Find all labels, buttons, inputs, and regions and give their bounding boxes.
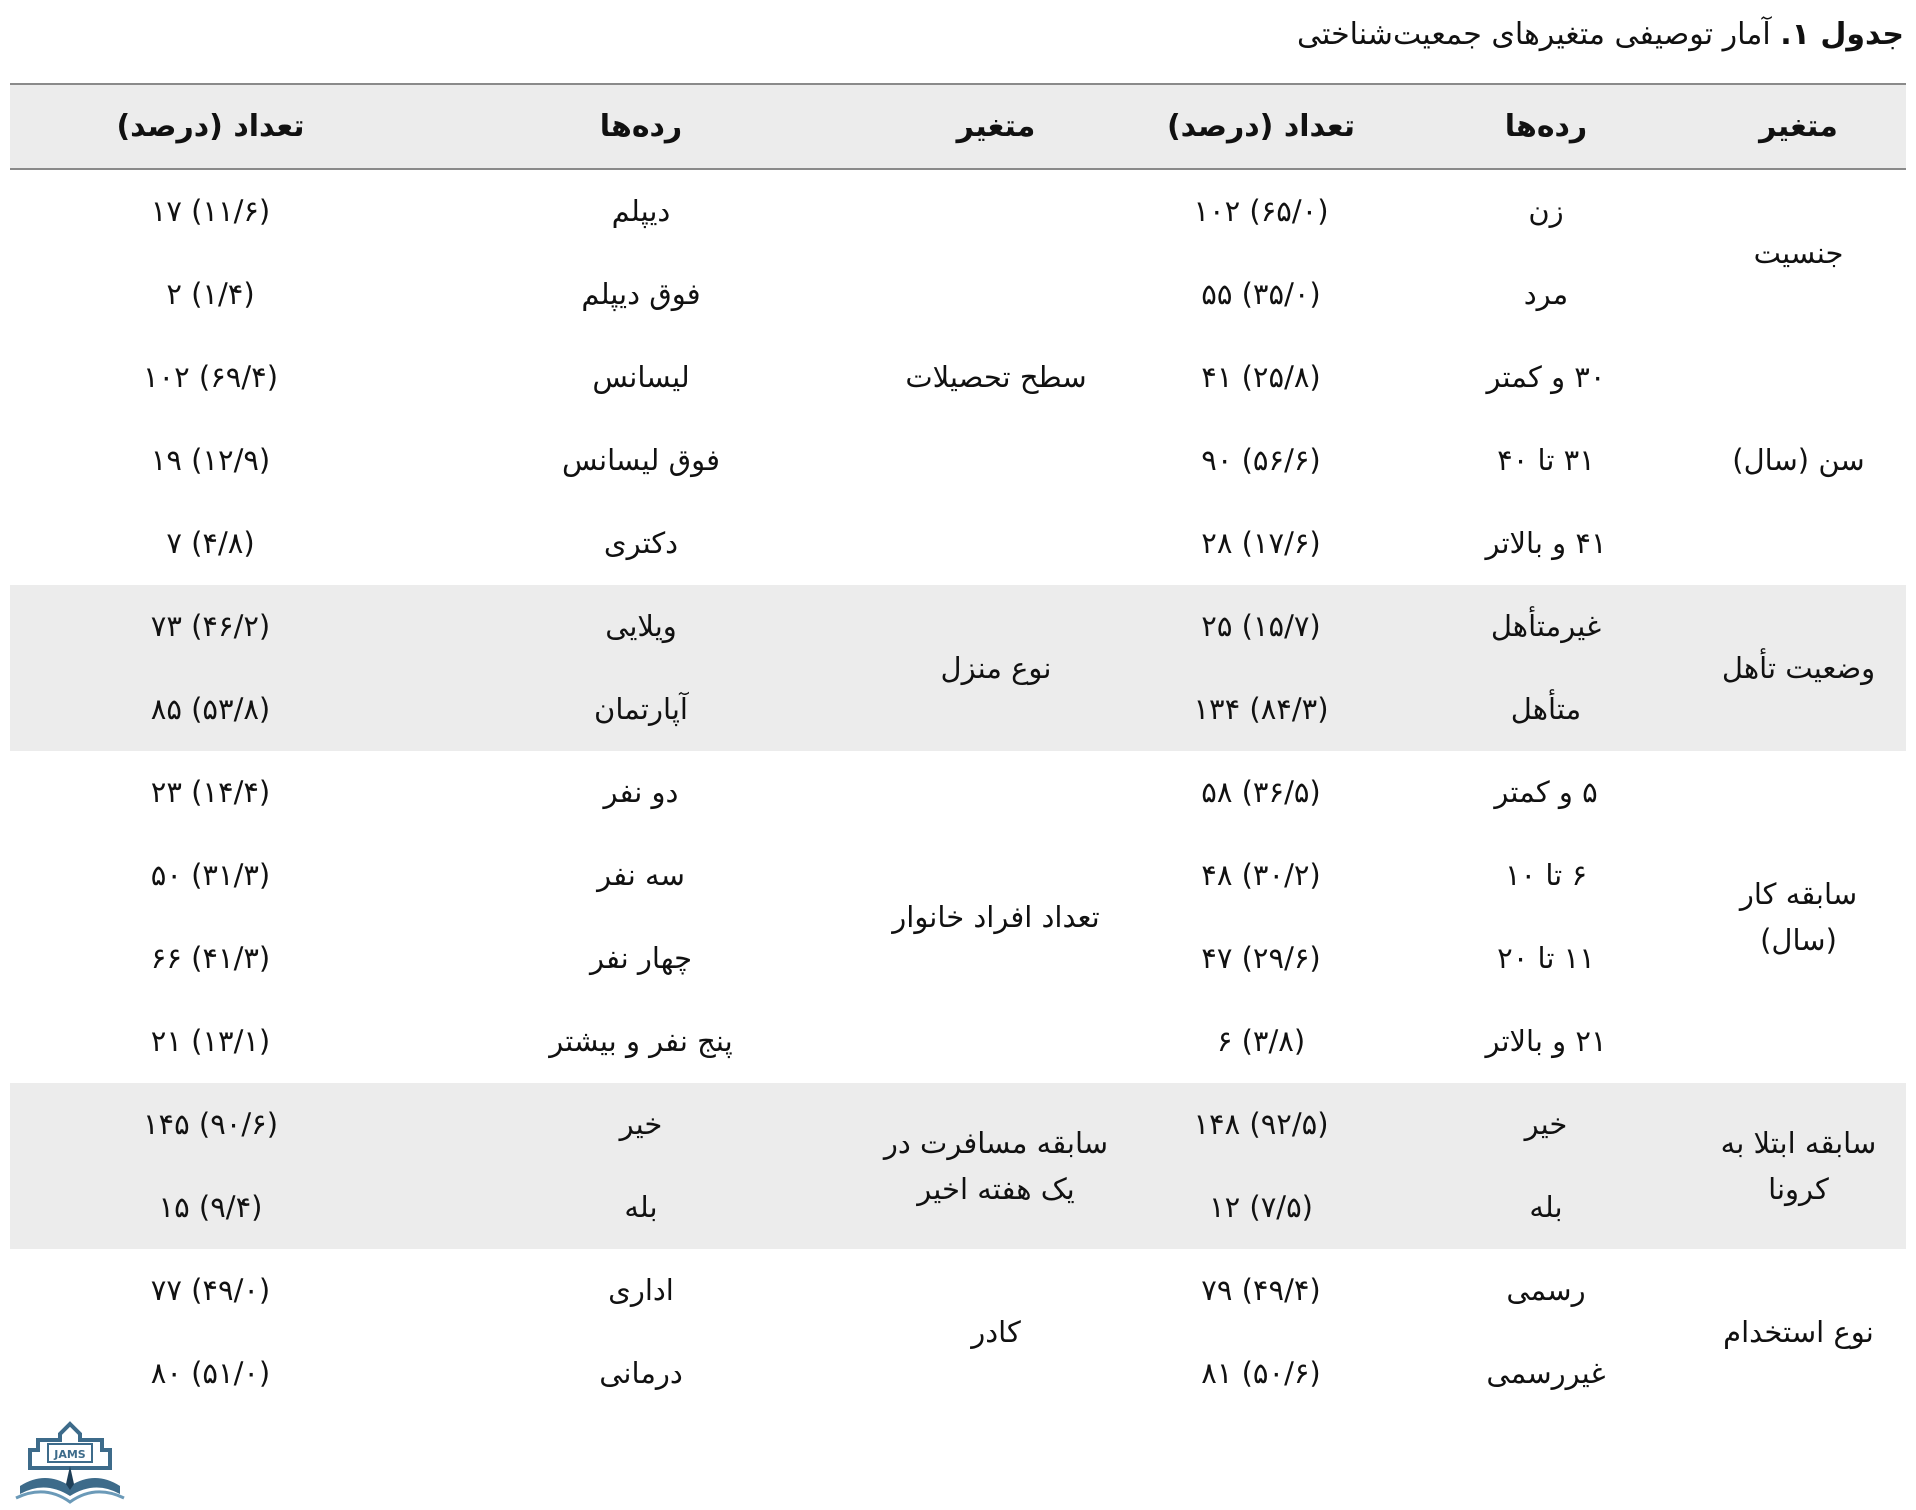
category-cell: درمانی — [599, 1356, 683, 1391]
variable-cell: سابقه مسافرت در یک هفته اخیر — [871, 1083, 1121, 1249]
count-percent-cell: ۸۱ (۵۰/۶) — [1201, 1356, 1321, 1391]
category-cell: فوق لیسانس — [562, 443, 720, 478]
count-percent-cell: ۶۶ (۴۱/۳) — [150, 941, 271, 976]
category-cell: مرد — [1523, 277, 1569, 312]
category-cell: لیسانس — [592, 360, 690, 395]
category-cell: فوق دیپلم — [581, 277, 701, 312]
count-percent-cell: ۱۰۲ (۶۹/۴) — [142, 360, 279, 395]
count-percent-cell: ۱۹ (۱۲/۹) — [150, 443, 271, 478]
category-cell: ۲۱ و بالاتر — [1485, 1024, 1607, 1059]
category-cell: بله — [1401, 1166, 1691, 1249]
count-percent-cell: ۸۰ (۵۱/۰) — [150, 1356, 271, 1391]
category-cell: دیپلم — [611, 194, 671, 229]
header-row — [10, 84, 1906, 169]
variable-cell: جنسیت — [1753, 235, 1844, 270]
category-cell: ویلایی — [411, 585, 871, 668]
header-categories-right: رده‌ها — [1401, 84, 1691, 169]
category-cell: دکتری — [603, 526, 679, 561]
header-count-left: تعداد (درصد) — [10, 84, 411, 169]
variable-cell: سطح تحصیلات — [905, 360, 1087, 395]
count-percent-cell: ۲ (۱/۴) — [166, 277, 255, 312]
category-cell: چهار نفر — [589, 941, 693, 976]
table-row — [10, 169, 1906, 253]
count-percent-cell: ۴۷ (۲۹/۶) — [1201, 941, 1321, 976]
count-percent-cell: ۲۸ (۱۷/۶) — [1201, 526, 1321, 561]
category-cell: غیرمتأهل — [1401, 585, 1691, 668]
header-variable-right: متغیر — [1691, 84, 1906, 169]
table-number: جدول ۱. — [1780, 17, 1904, 52]
count-percent-cell: ۲۳ (۱۴/۴) — [150, 775, 271, 810]
count-percent-cell: ۱۳۴ (۸۴/۳) — [1121, 668, 1401, 751]
table-row — [10, 1083, 1906, 1166]
category-cell: خیر — [411, 1083, 871, 1166]
variable-cell: کادر — [971, 1314, 1021, 1349]
count-percent-cell: ۵۵ (۳۵/۰) — [1201, 277, 1321, 312]
category-cell: ۵ و کمتر — [1494, 775, 1598, 810]
count-percent-cell: ۱۴۵ (۹۰/۶) — [10, 1083, 411, 1166]
count-percent-cell: ۵۸ (۳۶/۵) — [1201, 775, 1321, 810]
count-percent-cell: ۱۰۲ (۶۵/۰) — [1193, 194, 1329, 229]
count-percent-cell: ۲۱ (۱۳/۱) — [150, 1024, 271, 1059]
logo-text: JAMS — [54, 1448, 86, 1461]
demographics-table-container — [10, 83, 1906, 1415]
count-percent-cell: ۲۵ (۱۵/۷) — [1121, 585, 1401, 668]
count-percent-cell: ۷۷ (۴۹/۰) — [150, 1273, 271, 1308]
count-percent-cell: ۷ (۴/۸) — [166, 526, 255, 561]
category-cell: متأهل — [1401, 668, 1691, 751]
count-percent-cell: ۹۰ (۵۶/۶) — [1201, 443, 1321, 478]
count-percent-cell: ۷۳ (۴۶/۲) — [10, 585, 411, 668]
variable-cell: وضعیت تأهل — [1691, 585, 1906, 751]
category-cell: رسمی — [1506, 1273, 1586, 1308]
table-row — [10, 751, 1906, 834]
category-cell: ۶ تا ۱۰ — [1504, 858, 1588, 893]
count-percent-cell: ۵۰ (۳۱/۳) — [150, 858, 271, 893]
category-cell: خیر — [1401, 1083, 1691, 1166]
count-percent-cell: ۴۸ (۳۰/۲) — [1201, 858, 1321, 893]
category-cell: اداری — [608, 1273, 674, 1308]
variable-cell: نوع استخدام — [1723, 1314, 1874, 1349]
variable-cell: نوع منزل — [871, 585, 1121, 751]
header-count-right: تعداد (درصد) — [1121, 84, 1401, 169]
jams-logo — [10, 1420, 130, 1508]
category-cell: دو نفر — [603, 775, 679, 810]
demographics-table — [10, 83, 1906, 1415]
variable-cell: سابقه کار (سال) — [1739, 876, 1858, 957]
category-cell: پنج نفر و بیشتر — [549, 1024, 733, 1059]
category-cell: سه نفر — [597, 858, 685, 893]
category-cell: ۱۱ تا ۲۰ — [1497, 941, 1595, 976]
count-percent-cell: ۸۵ (۵۳/۸) — [10, 668, 411, 751]
count-percent-cell: ۷۹ (۴۹/۴) — [1201, 1273, 1321, 1308]
variable-cell: سابقه ابتلا به کرونا — [1691, 1083, 1906, 1249]
table-row — [10, 1249, 1906, 1332]
category-cell: ۴۱ و بالاتر — [1485, 526, 1607, 561]
variable-cell: سن (سال) — [1732, 443, 1865, 478]
count-percent-cell: ۱۷ (۱۱/۶) — [150, 194, 271, 229]
count-percent-cell: ۱۵ (۹/۴) — [10, 1166, 411, 1249]
count-percent-cell: ۱۴۸ (۹۲/۵) — [1121, 1083, 1401, 1166]
count-percent-cell: ۴۱ (۲۵/۸) — [1201, 360, 1321, 395]
table-title: آمار توصیفی متغیرهای جمعیت‌شناختی — [1297, 17, 1781, 52]
category-cell: آپارتمان — [411, 668, 871, 751]
variable-cell: تعداد افراد خانوار — [892, 899, 1100, 934]
count-percent-cell: ۱۲ (۷/۵) — [1121, 1166, 1401, 1249]
category-cell: ۳۰ و کمتر — [1486, 360, 1606, 395]
table-caption — [1297, 14, 1904, 56]
category-cell: بله — [411, 1166, 871, 1249]
count-percent-cell: ۶ (۳/۸) — [1216, 1024, 1306, 1059]
category-cell: غیررسمی — [1486, 1356, 1606, 1391]
header-variable-left: متغیر — [871, 84, 1121, 169]
header-categories-left: رده‌ها — [411, 84, 871, 169]
category-cell: ۳۱ تا ۴۰ — [1497, 443, 1595, 478]
table-row — [10, 585, 1906, 668]
category-cell: زن — [1528, 194, 1564, 229]
